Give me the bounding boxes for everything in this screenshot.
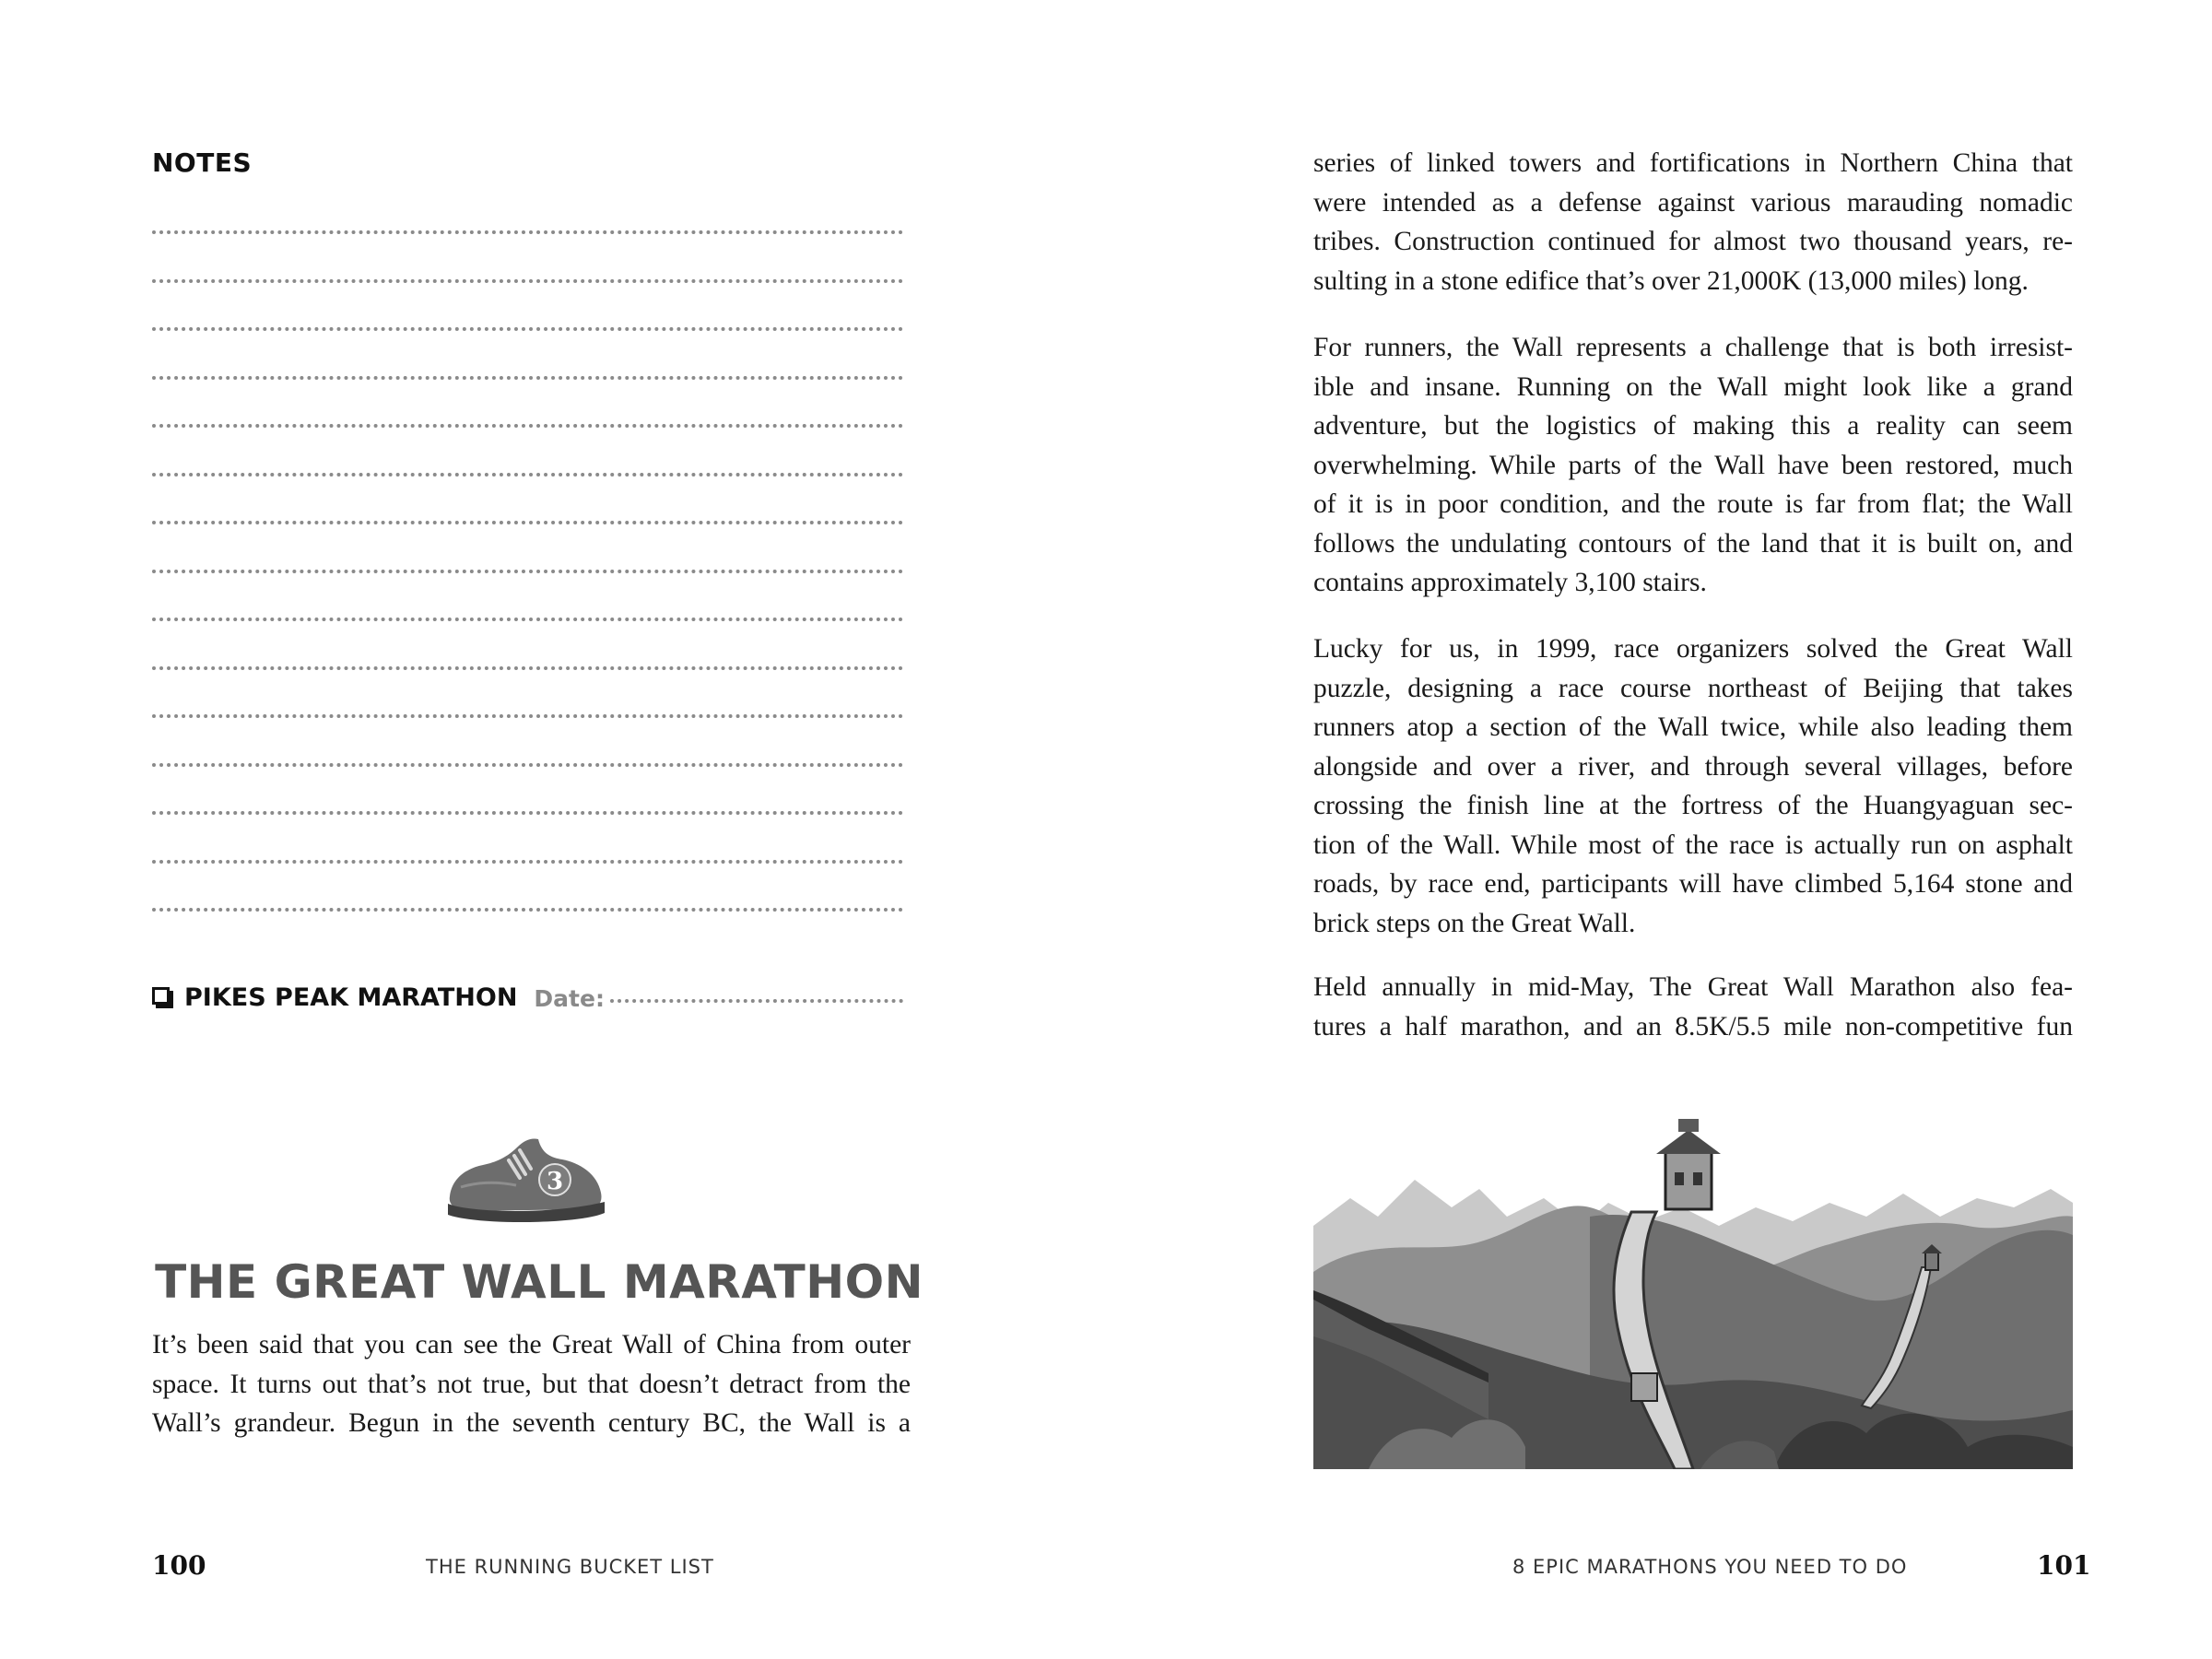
note-line — [152, 908, 903, 912]
text-line: adventure, but the logistics of making this a reality can seem — [1313, 411, 2073, 441]
text-line: follows the undulating contours of the land that it is built on, and — [1313, 528, 2073, 559]
text-line: Wall’s grandeur. Begun in the seventh century BC, the Wall is a — [152, 1408, 911, 1438]
text-line: roads, by race end, participants will have climbed 5,164 stone and — [1313, 869, 2073, 899]
text-line: contains approximately 3,100 stairs. — [1313, 568, 1707, 597]
text-line: tures a half marathon, and an 8.5K/5.5 mile non-competitive fun — [1313, 1011, 2073, 1041]
date-label: Date: — [534, 985, 605, 1012]
note-line — [152, 473, 903, 477]
running-head: 8 EPIC MARATHONS YOU NEED TO DO — [1512, 1556, 1908, 1578]
note-line — [152, 424, 903, 428]
note-line — [152, 327, 903, 331]
race-name: PIKES PEAK MARATHON — [184, 983, 518, 1012]
text-line: Held annually in mid-May, The Great Wall Marathon also fea- — [1313, 972, 2073, 1002]
text-line: series of linked towers and fortifications in Northern China that — [1313, 148, 2073, 178]
note-line — [152, 811, 903, 815]
note-line — [152, 618, 903, 621]
text-line: alongside and over a river, and through several villages, before — [1313, 751, 2073, 782]
text-line: For runners, the Wall represents a challenge that is both irresist- — [1313, 333, 2073, 362]
running-shoe-icon — [442, 1132, 608, 1233]
page-number: 101 — [2037, 1550, 2091, 1581]
section-title: THE GREAT WALL MARATHON — [155, 1255, 924, 1309]
notes-heading: NOTES — [152, 147, 253, 178]
note-line — [152, 570, 903, 573]
note-line — [152, 279, 903, 283]
text-line: overwhelming. While parts of the Wall have been restored, much — [1313, 450, 2073, 480]
text-line: Lucky for us, in 1999, race organizers solved the Great Wall — [1313, 634, 2073, 664]
text-line: crossing the finish line at the fortress of the Huangyaguan sec- — [1313, 791, 2073, 820]
paragraph — [1313, 629, 2073, 943]
text-line: puzzle, designing a race course northeast of Beijing that takes — [1313, 673, 2073, 703]
text-line: space. It turns out that’s not true, but that doesn’t detract from the — [152, 1369, 911, 1399]
paragraph — [1313, 968, 2073, 1046]
right-page — [1106, 0, 2212, 1659]
text-line: It’s been said that you can see the Great Wall of China from outer — [152, 1330, 911, 1359]
text-line: brick steps on the Great Wall. — [1313, 908, 1636, 938]
intro-paragraph — [152, 1325, 911, 1443]
note-line — [152, 714, 903, 718]
checkbox-icon[interactable] — [152, 987, 170, 1005]
text-line: tribes. Construction continued for almost two thousand years, re- — [1313, 227, 2073, 256]
great-wall-illustration — [1313, 1115, 2073, 1469]
note-line — [152, 860, 903, 864]
text-line: were intended as a defense against various marauding nomadic — [1313, 187, 2073, 218]
text-line: ible and insane. Running on the Wall might look like a grand — [1313, 371, 2073, 402]
running-head: THE RUNNING BUCKET LIST — [426, 1556, 714, 1578]
note-line — [152, 666, 903, 670]
note-line — [152, 230, 903, 234]
checklist-row — [152, 975, 903, 1012]
note-line — [152, 521, 903, 524]
page-number: 100 — [152, 1550, 206, 1581]
note-line — [152, 763, 903, 767]
text-line: sulting in a stone edifice that’s over 21,000K (13,000 miles) long. — [1313, 265, 2029, 296]
paragraph — [1313, 144, 2073, 300]
text-line: of it is in poor condition, and the route is far from flat; the Wall — [1313, 489, 2073, 519]
text-line: runners atop a section of the Wall twice, while also leading them — [1313, 712, 2073, 742]
shoe-number: 3 — [546, 1168, 564, 1195]
paragraph — [1313, 328, 2073, 603]
text-line: tion of the Wall. While most of the race is actually run on asphalt — [1313, 830, 2073, 860]
note-line — [152, 376, 903, 380]
date-line — [610, 999, 903, 1003]
